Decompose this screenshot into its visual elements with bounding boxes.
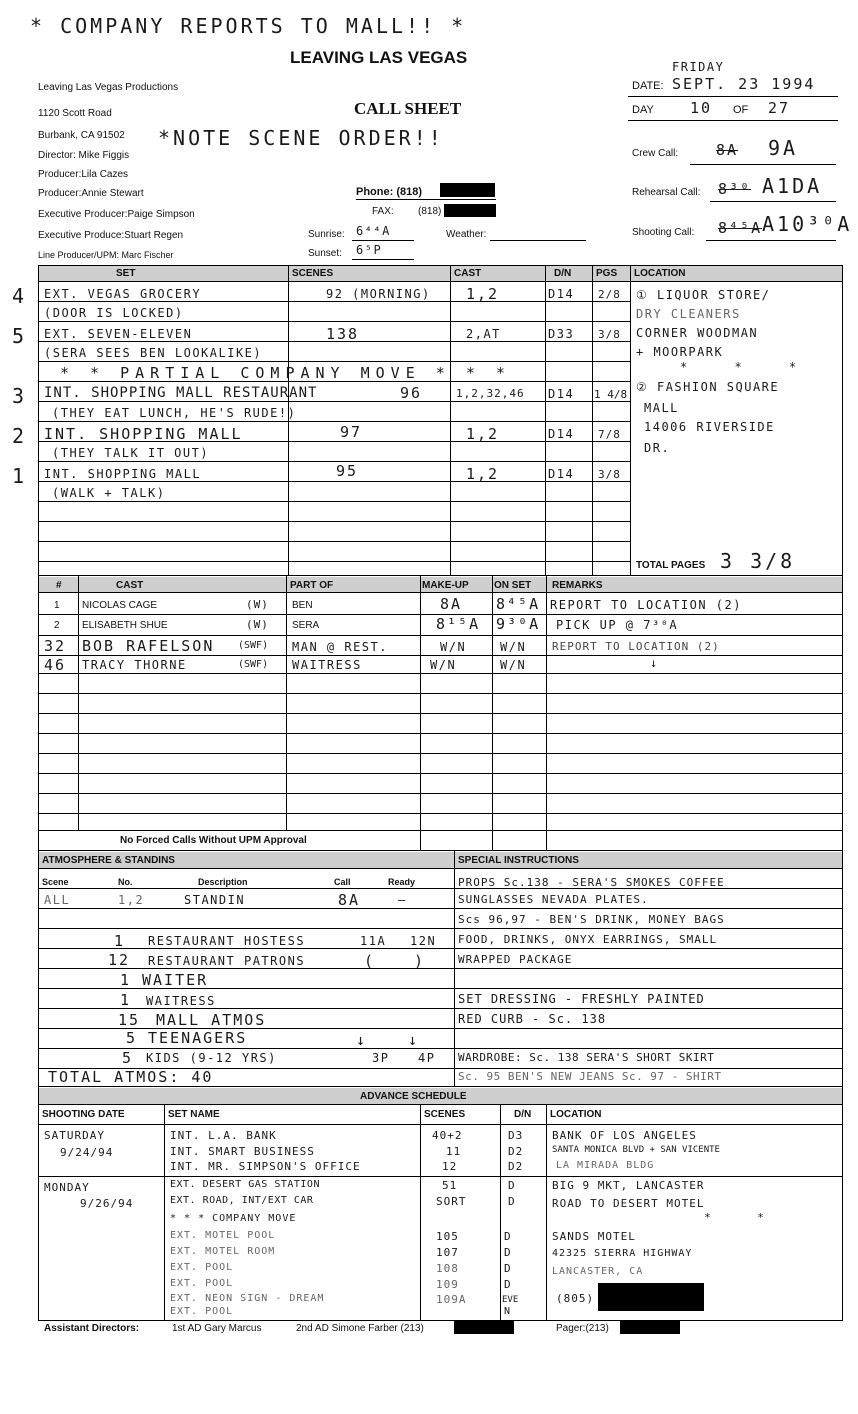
atmos-desc: RESTAURANT HOSTESS: [148, 934, 306, 948]
cast-tag: (W): [246, 618, 269, 631]
advance-date: SATURDAY: [44, 1129, 105, 1142]
advance-dn: D: [508, 1195, 516, 1208]
location-line: * * *: [680, 360, 817, 374]
weather-label: Weather:: [446, 229, 487, 240]
second-ad: 2nd AD Simone Farber (213): [296, 1323, 424, 1334]
shooting-call-label: Shooting Call:: [632, 227, 695, 238]
rehearsal-call-new: A1DA: [762, 174, 823, 198]
cast-hdr-makeup: MAKE-UP: [422, 580, 469, 591]
scene-number: 95: [336, 462, 359, 480]
redaction-phone: [440, 183, 495, 197]
atmos-call: 11A: [360, 934, 387, 948]
first-ad: 1st AD Gary Marcus: [172, 1323, 262, 1334]
atmos-header: ATMOSPHERE & STANDINS: [42, 855, 175, 866]
cast-part: BEN: [292, 600, 313, 611]
advance-location: LANCASTER, CA: [552, 1266, 644, 1277]
scene-dn: D14: [548, 467, 575, 481]
scene-hdr-location: LOCATION: [634, 268, 686, 279]
scene-set: INT. SHOPPING MALL RESTAURANT: [44, 385, 318, 401]
of-label: OF: [733, 104, 749, 116]
special-line: Sc. 95 BEN'S NEW JEANS Sc. 97 - SHIRT: [458, 1070, 722, 1083]
cast-number: 1: [54, 600, 60, 611]
atmos-desc: WAITER: [142, 971, 209, 989]
advance-col-date: SHOOTING DATE: [42, 1109, 125, 1120]
advance-location: BANK OF LOS ANGELES: [552, 1129, 697, 1142]
exec-producer-2: Executive Produce:Stuart Regen: [38, 230, 184, 241]
fax-area: (818): [418, 206, 442, 217]
scene-number: 96: [400, 384, 423, 402]
atmos-desc: WAITRESS: [146, 994, 216, 1008]
advance-scenes: 40+2: [432, 1129, 463, 1142]
atmos-desc: KIDS (9-12 YRS): [146, 1051, 277, 1065]
atmos-desc: RESTAURANT PATRONS: [148, 954, 306, 968]
cast-number: 46: [44, 656, 67, 674]
cast-hdr-part: PART OF: [290, 580, 334, 591]
forced-calls-note: No Forced Calls Without UPM Approval: [120, 835, 307, 846]
advance-set: EXT. NEON SIGN - DREAM: [170, 1293, 325, 1304]
advance-set: EXT. ROAD, INT/EXT CAR: [170, 1195, 314, 1206]
atmos-no: 12: [108, 951, 131, 969]
advance-set: EXT. MOTEL POOL: [170, 1230, 276, 1241]
scene-cast: 1,2: [466, 285, 500, 303]
scene-hdr-dn: D/N: [554, 268, 572, 279]
advance-scenes: 51: [442, 1179, 458, 1192]
day-label: DAY: [632, 104, 654, 116]
atmos-no: 1: [120, 971, 132, 989]
advance-dn: D: [508, 1179, 516, 1192]
shooting-call-old: 8⁴⁵A: [718, 219, 763, 237]
company-address2: Burbank, CA 91502: [38, 130, 125, 141]
atmos-call: ↓: [356, 1031, 368, 1049]
location-line: MALL: [644, 401, 679, 415]
advance-dn: D2: [508, 1145, 524, 1158]
cast-remarks: REPORT TO LOCATION (2): [552, 640, 720, 653]
advance-dn: D: [504, 1278, 512, 1291]
atmos-no: 15: [118, 1011, 141, 1029]
cast-makeup: 8A: [440, 595, 463, 613]
advance-location: SANTA MONICA BLVD + SAN VICENTE: [552, 1145, 720, 1155]
sunset-value: 6⁵P: [356, 243, 383, 257]
cast-tag: (SWF): [238, 659, 269, 670]
scene-cast: 1,2,32,46: [456, 387, 525, 400]
advance-location: BIG 9 MKT, LANCASTER: [552, 1179, 705, 1192]
scene-order: 3: [12, 384, 28, 408]
cast-name: NICOLAS CAGE: [82, 600, 158, 611]
cast-hdr-remarks: REMARKS: [552, 580, 603, 591]
sunrise-value: 6⁴⁴A: [356, 224, 391, 238]
phone-label: Phone: (818): [356, 186, 423, 198]
scene-hdr-scenes: SCENES: [292, 268, 334, 279]
location-line: 14006 RIVERSIDE: [644, 420, 775, 434]
scene-order: 4: [12, 284, 28, 308]
advance-dn: D3: [508, 1129, 524, 1142]
scene-number: 92 (MORNING): [326, 287, 431, 301]
producer-1: Producer:Lila Cazes: [38, 169, 129, 180]
top-note: * COMPANY REPORTS TO MALL!! *: [30, 14, 467, 38]
scene-set: (THEY TALK IT OUT): [52, 446, 210, 460]
advance-set: EXT. MOTEL ROOM: [170, 1246, 276, 1257]
atmos-call: 3P: [372, 1051, 390, 1065]
total-pages-value: 3 3/8: [720, 549, 796, 573]
scene-order-note: *NOTE SCENE ORDER!!: [158, 126, 444, 150]
advance-scenes: SORT: [436, 1195, 467, 1208]
date-value: SEPT. 23 1994: [672, 75, 816, 93]
advance-scenes: 107: [436, 1246, 459, 1259]
advance-scenes: 105: [436, 1230, 459, 1243]
atmos-ready: 4P: [418, 1051, 436, 1065]
cast-hdr-num: #: [56, 580, 62, 591]
scene-hdr-pgs: PGS: [596, 268, 618, 279]
special-line: WARDROBE: Sc. 138 SERA'S SHORT SKIRT: [458, 1051, 715, 1064]
location-line: ② FASHION SQUARE: [636, 380, 780, 394]
scene-set: INT. SHOPPING MALL: [44, 425, 243, 443]
location-line: DR.: [644, 441, 671, 455]
line-producer: Line Producer/UPM: Marc Fischer: [38, 250, 174, 260]
scene-cast: 2,AT: [466, 327, 501, 341]
advance-dn: D: [504, 1230, 512, 1243]
date-label: DATE:: [632, 80, 664, 92]
advance-dn: D: [504, 1262, 512, 1275]
advance-scenes: 109: [436, 1278, 459, 1291]
advance-header: ADVANCE SCHEDULE: [360, 1091, 467, 1102]
cast-makeup: 8¹⁵A: [436, 615, 481, 633]
cast-remarks: ↓: [650, 656, 659, 670]
advance-set: EXT. POOL: [170, 1262, 234, 1273]
film-title: LEAVING LAS VEGAS: [290, 48, 468, 67]
scene-dn: D14: [548, 287, 575, 301]
atmos-col-call: Call: [334, 877, 351, 887]
advance-scenes: 108: [436, 1262, 459, 1275]
atmos-total: TOTAL ATMOS: 40: [48, 1068, 214, 1086]
scene-pgs: 1 4/8: [594, 388, 628, 401]
advance-col-dn: D/N: [514, 1109, 532, 1120]
advance-set: * * * COMPANY MOVE: [170, 1213, 297, 1224]
advance-set: INT. L.A. BANK: [170, 1129, 277, 1142]
scene-order: 1: [12, 464, 28, 488]
advance-location: ROAD TO DESERT MOTEL: [552, 1197, 705, 1210]
atmos-no: 1: [114, 932, 126, 950]
cast-number: 32: [44, 637, 67, 655]
scene-dn: D14: [548, 387, 575, 401]
scene-order: 2: [12, 424, 28, 448]
sunset-label: Sunset:: [308, 248, 342, 259]
atmos-col-ready: Ready: [388, 877, 416, 887]
cast-part: MAN @ REST.: [292, 640, 388, 654]
advance-dn: N: [504, 1306, 512, 1317]
scene-order: 5: [12, 324, 28, 348]
advance-set: INT. MR. SIMPSON'S OFFICE: [170, 1160, 361, 1173]
atmos-call: 8A: [338, 891, 361, 909]
atmos-no: 5: [122, 1049, 134, 1067]
location-line: DRY CLEANERS: [636, 307, 741, 321]
atmos-ready: ): [414, 952, 426, 970]
special-line: WRAPPED PACKAGE: [458, 953, 573, 966]
crew-call-label: Crew Call:: [632, 148, 679, 159]
atmos-col-scene: Scene: [42, 877, 69, 887]
scene-pgs: 7/8: [598, 428, 621, 441]
atmos-ready: —: [398, 893, 407, 907]
scene-dn: D33: [548, 327, 575, 341]
crew-call-new: 9A: [768, 136, 799, 160]
redaction-location-phone: [598, 1283, 704, 1311]
advance-dn: D: [504, 1246, 512, 1259]
cast-tag: (SWF): [238, 640, 269, 651]
advance-date: 9/24/94: [60, 1146, 114, 1159]
advance-date: 9/26/94: [80, 1197, 134, 1210]
advance-scenes: 12: [442, 1160, 458, 1173]
cast-remarks: REPORT TO LOCATION (2): [550, 598, 742, 612]
atmos-ready: 12N: [410, 934, 437, 948]
atmos-desc: TEENAGERS: [148, 1029, 248, 1047]
atmos-col-no: No.: [118, 877, 133, 887]
cast-number: 2: [54, 620, 60, 631]
special-line: PROPS Sc.138 - SERA'S SMOKES COFFEE: [458, 876, 725, 889]
producer-2: Producer:Annie Stewart: [38, 188, 144, 199]
cast-makeup: W/N: [440, 640, 467, 654]
cast-part: SERA: [292, 620, 320, 631]
scene-number: 97: [340, 423, 363, 441]
scene-set: EXT. SEVEN-ELEVEN: [44, 327, 193, 341]
advance-date: MONDAY: [44, 1181, 90, 1194]
scene-hdr-cast: CAST: [454, 268, 482, 279]
scene-dn: D14: [548, 427, 575, 441]
special-line: Scs 96,97 - BEN'S DRINK, MONEY BAGS: [458, 913, 725, 926]
special-line: FOOD, DRINKS, ONYX EARRINGS, SMALL: [458, 933, 718, 946]
cast-onset: 9³⁰A: [496, 615, 541, 633]
scene-number: 138: [326, 325, 360, 343]
redaction-pager: [620, 1321, 680, 1334]
advance-dn: D2: [508, 1160, 524, 1173]
sunrise-label: Sunrise:: [308, 229, 345, 240]
advance-set: EXT. POOL: [170, 1306, 234, 1317]
atmos-no: 1,2: [118, 893, 145, 907]
advance-location: LA MIRADA BLDG: [556, 1160, 655, 1171]
cast-hdr-name: CAST: [116, 580, 144, 591]
atmos-ready: ↓: [408, 1031, 420, 1049]
cast-remarks: PICK UP @ 7³⁰A: [556, 618, 679, 632]
cast-name: ELISABETH SHUE: [82, 620, 168, 631]
scene-set: EXT. VEGAS GROCERY: [44, 287, 202, 301]
scene-pgs: 2/8: [598, 288, 621, 301]
exec-producer-1: Executive Producer:Paige Simpson: [38, 209, 195, 220]
pager-label: Pager:(213): [556, 1323, 609, 1334]
company-address1: 1120 Scott Road: [38, 108, 112, 119]
cast-hdr-onset: ON SET: [494, 580, 532, 591]
doc-title: CALL SHEET: [354, 99, 462, 118]
advance-location: 42325 SIERRA HIGHWAY: [552, 1248, 693, 1259]
scene-pgs: 3/8: [598, 468, 621, 481]
location-line: CORNER WOODMAN: [636, 326, 759, 340]
scene-set: INT. SHOPPING MALL: [44, 467, 202, 481]
cast-part: WAITRESS: [292, 658, 362, 672]
total-pages-label: TOTAL PAGES: [636, 560, 706, 571]
scene-cast: 1,2: [466, 465, 500, 483]
atmos-desc: MALL ATMOS: [156, 1011, 267, 1029]
cast-onset: 8⁴⁵A: [496, 595, 541, 613]
advance-location: (805): [556, 1292, 595, 1305]
location-line: + MOORPARK: [636, 345, 724, 359]
advance-set: INT. SMART BUSINESS: [170, 1145, 315, 1158]
advance-scenes: 109A: [436, 1293, 467, 1306]
special-header: SPECIAL INSTRUCTIONS: [458, 855, 579, 866]
advance-col-scenes: SCENES: [424, 1109, 466, 1120]
cast-onset: W/N: [500, 658, 527, 672]
scene-pgs: 3/8: [598, 328, 621, 341]
advance-dn: EVE: [502, 1295, 519, 1305]
company-name: Leaving Las Vegas Productions: [38, 82, 179, 93]
special-line: SET DRESSING - FRESHLY PAINTED: [458, 992, 705, 1006]
advance-col-set: SET NAME: [168, 1109, 220, 1120]
crew-call-old: 8A: [716, 141, 739, 159]
director: Director: Mike Figgis: [38, 150, 130, 161]
scene-cast: 1,2: [466, 425, 500, 443]
atmos-no: 5: [126, 1029, 138, 1047]
day-value: 10: [690, 99, 713, 117]
scene-set: (WALK + TALK): [52, 486, 166, 500]
assistant-directors-label: Assistant Directors:: [44, 1323, 140, 1334]
special-line: SUNGLASSES NEVADA PLATES.: [458, 893, 649, 906]
redaction-fax: [444, 204, 496, 217]
special-line: RED CURB - Sc. 138: [458, 1012, 607, 1026]
day-name: FRIDAY: [672, 60, 725, 74]
scene-set: * * PARTIAL COMPANY MOVE * * *: [60, 364, 511, 382]
advance-set: EXT. DESERT GAS STATION: [170, 1179, 320, 1190]
cast-onset: W/N: [500, 640, 527, 654]
advance-scenes: 11: [446, 1145, 462, 1158]
atmos-call: (: [364, 952, 376, 970]
rehearsal-call-label: Rehearsal Call:: [632, 187, 701, 198]
atmos-scene: ALL: [44, 893, 71, 907]
advance-col-location: LOCATION: [550, 1109, 602, 1120]
atmos-col-description: Description: [198, 877, 248, 887]
atmos-desc: STANDIN: [184, 893, 246, 907]
rehearsal-call-old: 8³⁰: [718, 180, 752, 198]
redaction-second-ad-phone: [454, 1321, 514, 1334]
scene-set: (SERA SEES BEN LOOKALIKE): [44, 346, 263, 360]
cast-name: TRACY THORNE: [82, 658, 187, 672]
cast-name: BOB RAFELSON: [82, 637, 215, 655]
advance-location: * *: [704, 1211, 784, 1224]
atmos-no: 1: [120, 991, 132, 1009]
of-value: 27: [768, 99, 791, 117]
advance-location: SANDS MOTEL: [552, 1230, 636, 1243]
scene-hdr-set: SET: [116, 268, 136, 279]
fax-label: FAX:: [372, 206, 394, 217]
shooting-call-new: A10³⁰A: [762, 212, 853, 236]
cast-makeup: W/N: [430, 658, 457, 672]
scene-set: (DOOR IS LOCKED): [44, 306, 184, 320]
cast-tag: (W): [246, 598, 269, 611]
advance-set: EXT. POOL: [170, 1278, 234, 1289]
scene-set: (THEY EAT LUNCH, HE'S RUDE!): [52, 406, 297, 420]
location-line: ① LIQUOR STORE/: [636, 288, 771, 302]
